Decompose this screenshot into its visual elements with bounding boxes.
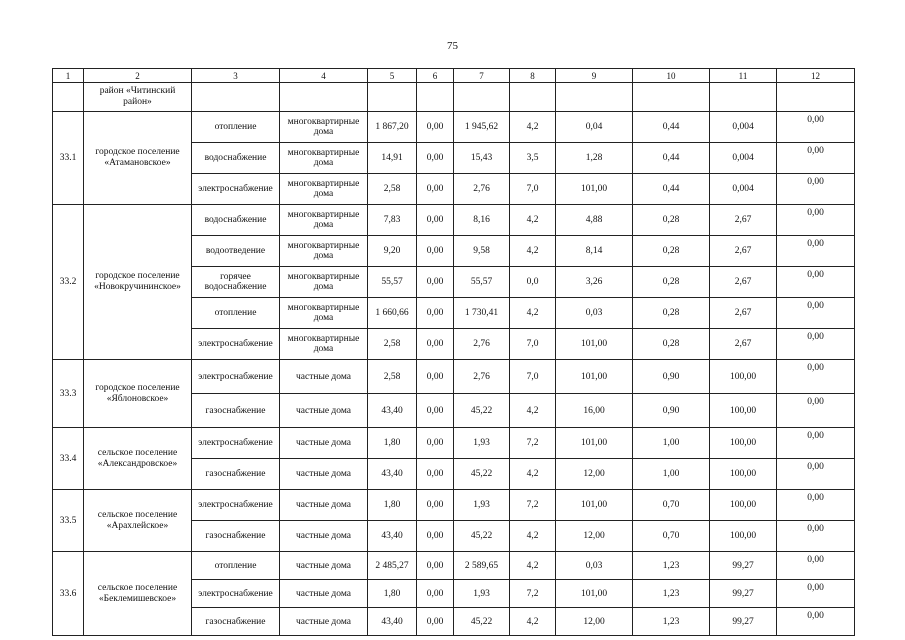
col10-value: 0,44 bbox=[633, 174, 710, 205]
col8-value: 7,0 bbox=[510, 360, 556, 394]
col9-value: 8,14 bbox=[556, 236, 633, 267]
column-number-11: 11 bbox=[710, 69, 777, 83]
col6-value: 0,00 bbox=[417, 329, 454, 360]
col10-value: 0,70 bbox=[633, 490, 710, 521]
col6-value: 0,00 bbox=[417, 298, 454, 329]
housing-type: частные дома bbox=[280, 580, 368, 608]
col11-value: 99,27 bbox=[710, 608, 777, 636]
empty-cell bbox=[454, 83, 510, 112]
settlement-name: сельское поселение «Александровское» bbox=[84, 428, 192, 490]
housing-type: частные дома bbox=[280, 360, 368, 394]
settlement-name: городское поселение «Новокручининское» bbox=[84, 205, 192, 360]
col11-value: 100,00 bbox=[710, 521, 777, 552]
col6-value: 0,00 bbox=[417, 428, 454, 459]
col10-value: 1,00 bbox=[633, 428, 710, 459]
empty-cell bbox=[510, 83, 556, 112]
col12-value: 0,00 bbox=[777, 236, 855, 267]
col6-value: 0,00 bbox=[417, 205, 454, 236]
col10-value: 0,28 bbox=[633, 298, 710, 329]
col6-value: 0,00 bbox=[417, 552, 454, 580]
col12-value: 0,00 bbox=[777, 552, 855, 580]
empty-cell bbox=[417, 83, 454, 112]
col5-value: 2,58 bbox=[368, 174, 417, 205]
settlement-name: городское поселение «Атамановское» bbox=[84, 112, 192, 205]
column-number-3: 3 bbox=[192, 69, 280, 83]
col12-value: 0,00 bbox=[777, 267, 855, 298]
col11-value: 100,00 bbox=[710, 459, 777, 490]
service: электроснабжение bbox=[192, 329, 280, 360]
table-row bbox=[53, 360, 855, 394]
col12-value: 0,00 bbox=[777, 329, 855, 360]
col12-value: 0,00 bbox=[777, 112, 855, 143]
col11-value: 0,004 bbox=[710, 174, 777, 205]
col11-value: 100,00 bbox=[710, 428, 777, 459]
page-number: 75 bbox=[447, 40, 458, 52]
col7-value: 9,58 bbox=[454, 236, 510, 267]
service: электроснабжение bbox=[192, 360, 280, 394]
column-number-4: 4 bbox=[280, 69, 368, 83]
col5-value: 1 660,66 bbox=[368, 298, 417, 329]
col8-value: 0,0 bbox=[510, 267, 556, 298]
col10-value: 1,23 bbox=[633, 608, 710, 636]
table-row bbox=[53, 552, 855, 580]
col6-value: 0,00 bbox=[417, 521, 454, 552]
service: отопление bbox=[192, 552, 280, 580]
empty-cell bbox=[633, 83, 710, 112]
settlement-name: сельское поселение «Арахлейское» bbox=[84, 490, 192, 552]
empty-cell bbox=[192, 83, 280, 112]
col7-value: 1 730,41 bbox=[454, 298, 510, 329]
col8-value: 4,2 bbox=[510, 298, 556, 329]
col10-value: 0,90 bbox=[633, 394, 710, 428]
col5-value: 1 867,20 bbox=[368, 112, 417, 143]
column-number-5: 5 bbox=[368, 69, 417, 83]
housing-type: многоквартирные дома bbox=[280, 174, 368, 205]
housing-type: многоквартирные дома bbox=[280, 267, 368, 298]
housing-type: многоквартирные дома bbox=[280, 205, 368, 236]
col12-value: 0,00 bbox=[777, 490, 855, 521]
col5-value: 14,91 bbox=[368, 143, 417, 174]
col7-value: 2,76 bbox=[454, 174, 510, 205]
col11-value: 100,00 bbox=[710, 490, 777, 521]
col12-value: 0,00 bbox=[777, 174, 855, 205]
col5-value: 2,58 bbox=[368, 329, 417, 360]
col9-value: 3,26 bbox=[556, 267, 633, 298]
service: газоснабжение bbox=[192, 394, 280, 428]
col12-value: 0,00 bbox=[777, 394, 855, 428]
col8-value: 4,2 bbox=[510, 112, 556, 143]
col9-value: 16,00 bbox=[556, 394, 633, 428]
column-number-1: 1 bbox=[53, 69, 84, 83]
housing-type: частные дома bbox=[280, 459, 368, 490]
service: водоотведение bbox=[192, 236, 280, 267]
settlement-name: сельское поселение «Беклемишевское» bbox=[84, 552, 192, 636]
col5-value: 7,83 bbox=[368, 205, 417, 236]
col7-value: 45,22 bbox=[454, 459, 510, 490]
col5-value: 2 485,27 bbox=[368, 552, 417, 580]
col7-value: 1,93 bbox=[454, 490, 510, 521]
col10-value: 1,23 bbox=[633, 552, 710, 580]
col6-value: 0,00 bbox=[417, 394, 454, 428]
col8-value: 4,2 bbox=[510, 236, 556, 267]
housing-type: многоквартирные дома bbox=[280, 143, 368, 174]
service: отопление bbox=[192, 298, 280, 329]
col8-value: 7,0 bbox=[510, 329, 556, 360]
col8-value: 4,2 bbox=[510, 394, 556, 428]
col7-value: 1 945,62 bbox=[454, 112, 510, 143]
col9-value: 101,00 bbox=[556, 360, 633, 394]
empty-cell bbox=[53, 83, 84, 112]
col11-value: 99,27 bbox=[710, 552, 777, 580]
housing-type: многоквартирные дома bbox=[280, 329, 368, 360]
housing-type: многоквартирные дома bbox=[280, 298, 368, 329]
settlement-name: городское поселение «Яблоновское» bbox=[84, 360, 192, 428]
col9-value: 0,03 bbox=[556, 552, 633, 580]
housing-type: многоквартирные дома bbox=[280, 236, 368, 267]
col10-value: 0,28 bbox=[633, 329, 710, 360]
empty-cell bbox=[710, 83, 777, 112]
col8-value: 4,2 bbox=[510, 459, 556, 490]
col5-value: 43,40 bbox=[368, 521, 417, 552]
settlement-number: 33.1 bbox=[53, 112, 84, 205]
col6-value: 0,00 bbox=[417, 490, 454, 521]
col11-value: 99,27 bbox=[710, 580, 777, 608]
col9-value: 12,00 bbox=[556, 608, 633, 636]
table-row bbox=[53, 428, 855, 459]
col9-value: 12,00 bbox=[556, 521, 633, 552]
table-row bbox=[53, 112, 855, 143]
col9-value: 12,00 bbox=[556, 459, 633, 490]
col12-value: 0,00 bbox=[777, 459, 855, 490]
column-number-2: 2 bbox=[84, 69, 192, 83]
col5-value: 1,80 bbox=[368, 580, 417, 608]
col11-value: 100,00 bbox=[710, 360, 777, 394]
service: электроснабжение bbox=[192, 174, 280, 205]
col11-value: 0,004 bbox=[710, 143, 777, 174]
col6-value: 0,00 bbox=[417, 459, 454, 490]
col5-value: 2,58 bbox=[368, 360, 417, 394]
col10-value: 0,28 bbox=[633, 205, 710, 236]
col8-value: 3,5 bbox=[510, 143, 556, 174]
housing-type: частные дома bbox=[280, 394, 368, 428]
col9-value: 101,00 bbox=[556, 490, 633, 521]
col8-value: 7,2 bbox=[510, 490, 556, 521]
region-row bbox=[53, 83, 855, 112]
housing-type: частные дома bbox=[280, 521, 368, 552]
col10-value: 0,90 bbox=[633, 360, 710, 394]
col5-value: 43,40 bbox=[368, 459, 417, 490]
col8-value: 4,2 bbox=[510, 521, 556, 552]
col6-value: 0,00 bbox=[417, 174, 454, 205]
col11-value: 2,67 bbox=[710, 298, 777, 329]
col7-value: 45,22 bbox=[454, 608, 510, 636]
col6-value: 0,00 bbox=[417, 143, 454, 174]
col7-value: 2,76 bbox=[454, 329, 510, 360]
col7-value: 1,93 bbox=[454, 580, 510, 608]
col7-value: 55,57 bbox=[454, 267, 510, 298]
col9-value: 0,03 bbox=[556, 298, 633, 329]
col12-value: 0,00 bbox=[777, 521, 855, 552]
service: отопление bbox=[192, 112, 280, 143]
col5-value: 1,80 bbox=[368, 490, 417, 521]
col6-value: 0,00 bbox=[417, 360, 454, 394]
col5-value: 43,40 bbox=[368, 608, 417, 636]
col7-value: 15,43 bbox=[454, 143, 510, 174]
col9-value: 0,04 bbox=[556, 112, 633, 143]
col5-value: 1,80 bbox=[368, 428, 417, 459]
col11-value: 2,67 bbox=[710, 329, 777, 360]
col12-value: 0,00 bbox=[777, 428, 855, 459]
service: газоснабжение bbox=[192, 608, 280, 636]
col11-value: 100,00 bbox=[710, 394, 777, 428]
table-row bbox=[53, 490, 855, 521]
col10-value: 1,00 bbox=[633, 459, 710, 490]
col8-value: 7,2 bbox=[510, 580, 556, 608]
housing-type: многоквартирные дома bbox=[280, 112, 368, 143]
col11-value: 2,67 bbox=[710, 236, 777, 267]
col11-value: 0,004 bbox=[710, 112, 777, 143]
col9-value: 101,00 bbox=[556, 428, 633, 459]
col7-value: 8,16 bbox=[454, 205, 510, 236]
settlement-number: 33.6 bbox=[53, 552, 84, 636]
col12-value: 0,00 bbox=[777, 360, 855, 394]
service: газоснабжение bbox=[192, 521, 280, 552]
col12-value: 0,00 bbox=[777, 580, 855, 608]
settlement-number: 33.3 bbox=[53, 360, 84, 428]
col10-value: 0,28 bbox=[633, 267, 710, 298]
col8-value: 7,0 bbox=[510, 174, 556, 205]
column-number-7: 7 bbox=[454, 69, 510, 83]
header-row bbox=[53, 69, 855, 83]
settlement-number: 33.2 bbox=[53, 205, 84, 360]
col9-value: 101,00 bbox=[556, 174, 633, 205]
service: горячее водоснабжение bbox=[192, 267, 280, 298]
col5-value: 9,20 bbox=[368, 236, 417, 267]
settlement-number: 33.4 bbox=[53, 428, 84, 490]
col10-value: 0,44 bbox=[633, 143, 710, 174]
column-number-8: 8 bbox=[510, 69, 556, 83]
service: водоснабжение bbox=[192, 143, 280, 174]
col12-value: 0,00 bbox=[777, 608, 855, 636]
col12-value: 0,00 bbox=[777, 298, 855, 329]
col12-value: 0,00 bbox=[777, 143, 855, 174]
col7-value: 2 589,65 bbox=[454, 552, 510, 580]
col11-value: 2,67 bbox=[710, 205, 777, 236]
service: газоснабжение bbox=[192, 459, 280, 490]
column-number-6: 6 bbox=[417, 69, 454, 83]
empty-cell bbox=[280, 83, 368, 112]
housing-type: частные дома bbox=[280, 490, 368, 521]
service: водоснабжение bbox=[192, 205, 280, 236]
col7-value: 1,93 bbox=[454, 428, 510, 459]
region-name: район «Читинский район» bbox=[84, 83, 192, 112]
col6-value: 0,00 bbox=[417, 580, 454, 608]
col6-value: 0,00 bbox=[417, 112, 454, 143]
col9-value: 4,88 bbox=[556, 205, 633, 236]
col8-value: 4,2 bbox=[510, 205, 556, 236]
col7-value: 45,22 bbox=[454, 394, 510, 428]
col7-value: 2,76 bbox=[454, 360, 510, 394]
column-number-9: 9 bbox=[556, 69, 633, 83]
housing-type: частные дома bbox=[280, 608, 368, 636]
col10-value: 0,44 bbox=[633, 112, 710, 143]
col10-value: 0,70 bbox=[633, 521, 710, 552]
col6-value: 0,00 bbox=[417, 236, 454, 267]
col9-value: 1,28 bbox=[556, 143, 633, 174]
col6-value: 0,00 bbox=[417, 608, 454, 636]
col11-value: 2,67 bbox=[710, 267, 777, 298]
col7-value: 45,22 bbox=[454, 521, 510, 552]
col9-value: 101,00 bbox=[556, 329, 633, 360]
housing-type: частные дома bbox=[280, 428, 368, 459]
settlement-number: 33.5 bbox=[53, 490, 84, 552]
column-number-10: 10 bbox=[633, 69, 710, 83]
tariff-table bbox=[52, 68, 855, 636]
table-body bbox=[53, 69, 855, 636]
service: электроснабжение bbox=[192, 428, 280, 459]
col10-value: 0,28 bbox=[633, 236, 710, 267]
col8-value: 4,2 bbox=[510, 608, 556, 636]
empty-cell bbox=[777, 83, 855, 112]
col12-value: 0,00 bbox=[777, 205, 855, 236]
col9-value: 101,00 bbox=[556, 580, 633, 608]
empty-cell bbox=[368, 83, 417, 112]
col5-value: 55,57 bbox=[368, 267, 417, 298]
service: электроснабжение bbox=[192, 580, 280, 608]
table-row bbox=[53, 205, 855, 236]
housing-type: частные дома bbox=[280, 552, 368, 580]
col8-value: 4,2 bbox=[510, 552, 556, 580]
col5-value: 43,40 bbox=[368, 394, 417, 428]
col6-value: 0,00 bbox=[417, 267, 454, 298]
col8-value: 7,2 bbox=[510, 428, 556, 459]
col10-value: 1,23 bbox=[633, 580, 710, 608]
column-number-12: 12 bbox=[777, 69, 855, 83]
service: электроснабжение bbox=[192, 490, 280, 521]
empty-cell bbox=[556, 83, 633, 112]
